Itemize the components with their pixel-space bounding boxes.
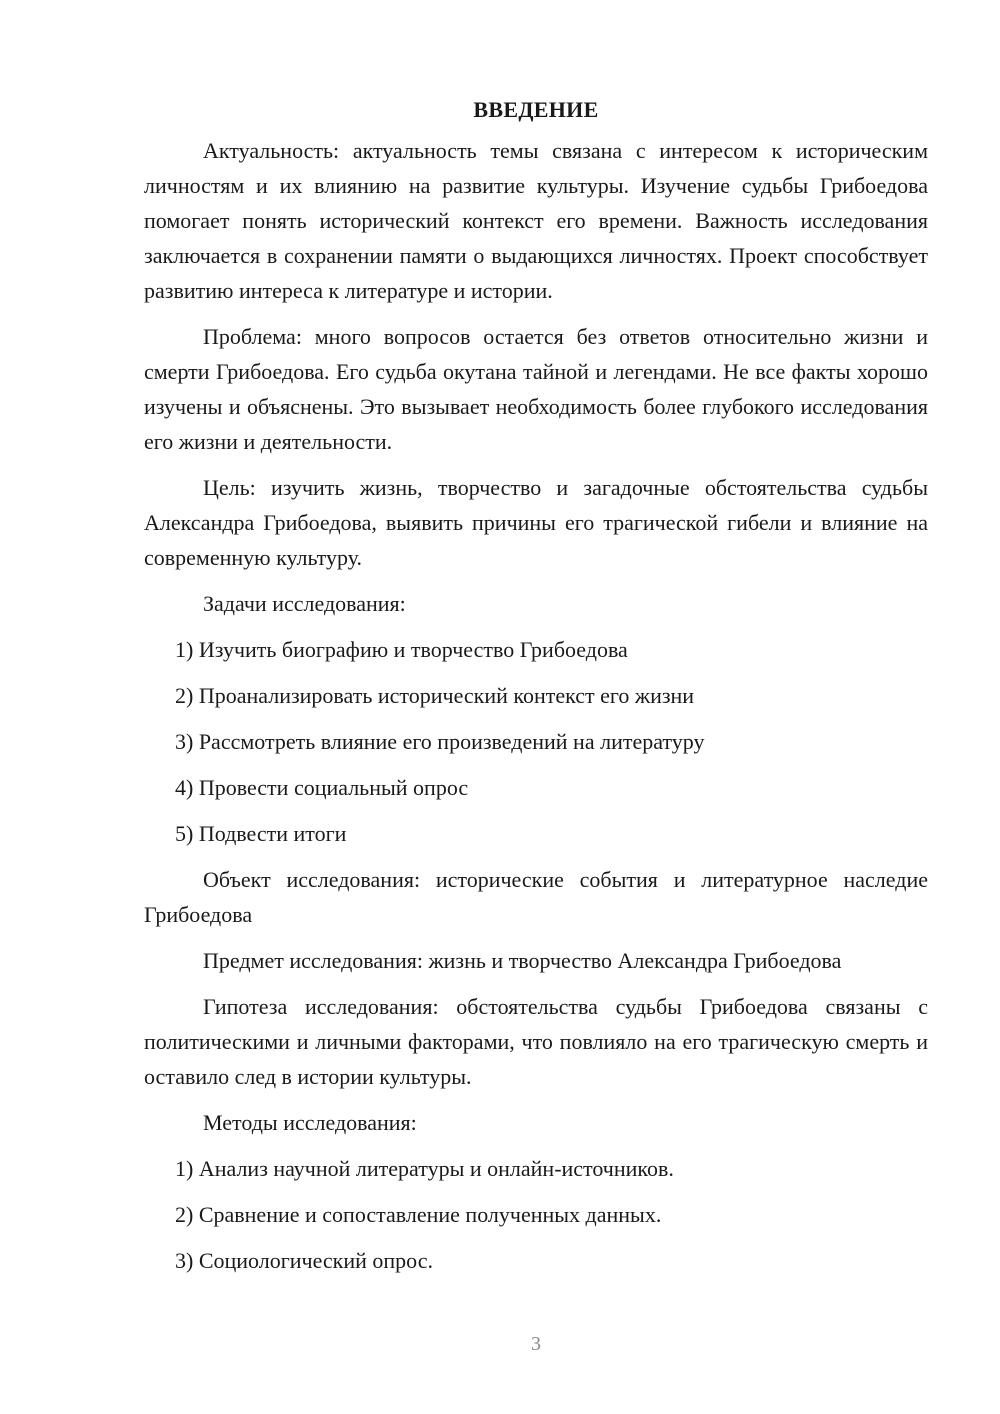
task-item: 5) Подвести итоги (175, 821, 347, 846)
problem-paragraph: Проблема: много вопросов остается без ответов относительно жизни и смерти Грибоедова. Его судьба окутана тайной и легендами. Не все факты хорошо изучены и объяснены. Это вызывает необходимость более глубокого исследования его жизни и деятельности. (144, 324, 928, 454)
subject-paragraph: Предмет исследования: жизнь и творчество Александра Грибоедова (203, 948, 842, 973)
task-item: 1) Изучить биографию и творчество Грибоедова (175, 637, 628, 662)
object-paragraph: Объект исследования: исторические события и литературное наследие Грибоедова (144, 867, 928, 927)
section-title: ВВЕДЕНИЕ (473, 97, 599, 122)
task-item: 4) Провести социальный опрос (175, 775, 469, 800)
method-item: 1) Анализ научной литературы и онлайн-источников. (175, 1156, 674, 1181)
page-number: 3 (531, 1333, 541, 1355)
task-item: 3) Рассмотреть влияние его произведений на литературу (175, 729, 705, 754)
method-item: 2) Сравнение и сопоставление полученных данных. (175, 1202, 662, 1227)
tasks-list (144, 632, 928, 851)
methods-label: Методы исследования: (203, 1110, 417, 1135)
relevance-paragraph: Актуальность: актуальность темы связана с интересом к историческим личностям и их влиянию на развитие культуры. Изучение судьбы Грибоедова помогает понять исторический контекст его времени. Важность исследования заключается в сохранении памяти о выдающихся личностях. Проект способствует развитию интереса к литературе и истории. (144, 138, 928, 303)
method-item: 3) Социологический опрос. (175, 1248, 433, 1273)
goal-paragraph: Цель: изучить жизнь, творчество и загадочные обстоятельства судьбы Александра Грибоедова, выявить причины его трагической гибели и влияние на современную культуру. (144, 475, 928, 570)
methods-list (144, 1151, 928, 1278)
tasks-label: Задачи исследования: (203, 591, 406, 616)
hypothesis-paragraph: Гипотеза исследования: обстоятельства судьбы Грибоедова связаны с политическими и личными факторами, что повлияло на его трагическую смерть и оставило след в истории культуры. (144, 994, 928, 1089)
document-page (144, 92, 928, 1289)
task-item: 2) Проанализировать исторический контекст его жизни (175, 683, 695, 708)
